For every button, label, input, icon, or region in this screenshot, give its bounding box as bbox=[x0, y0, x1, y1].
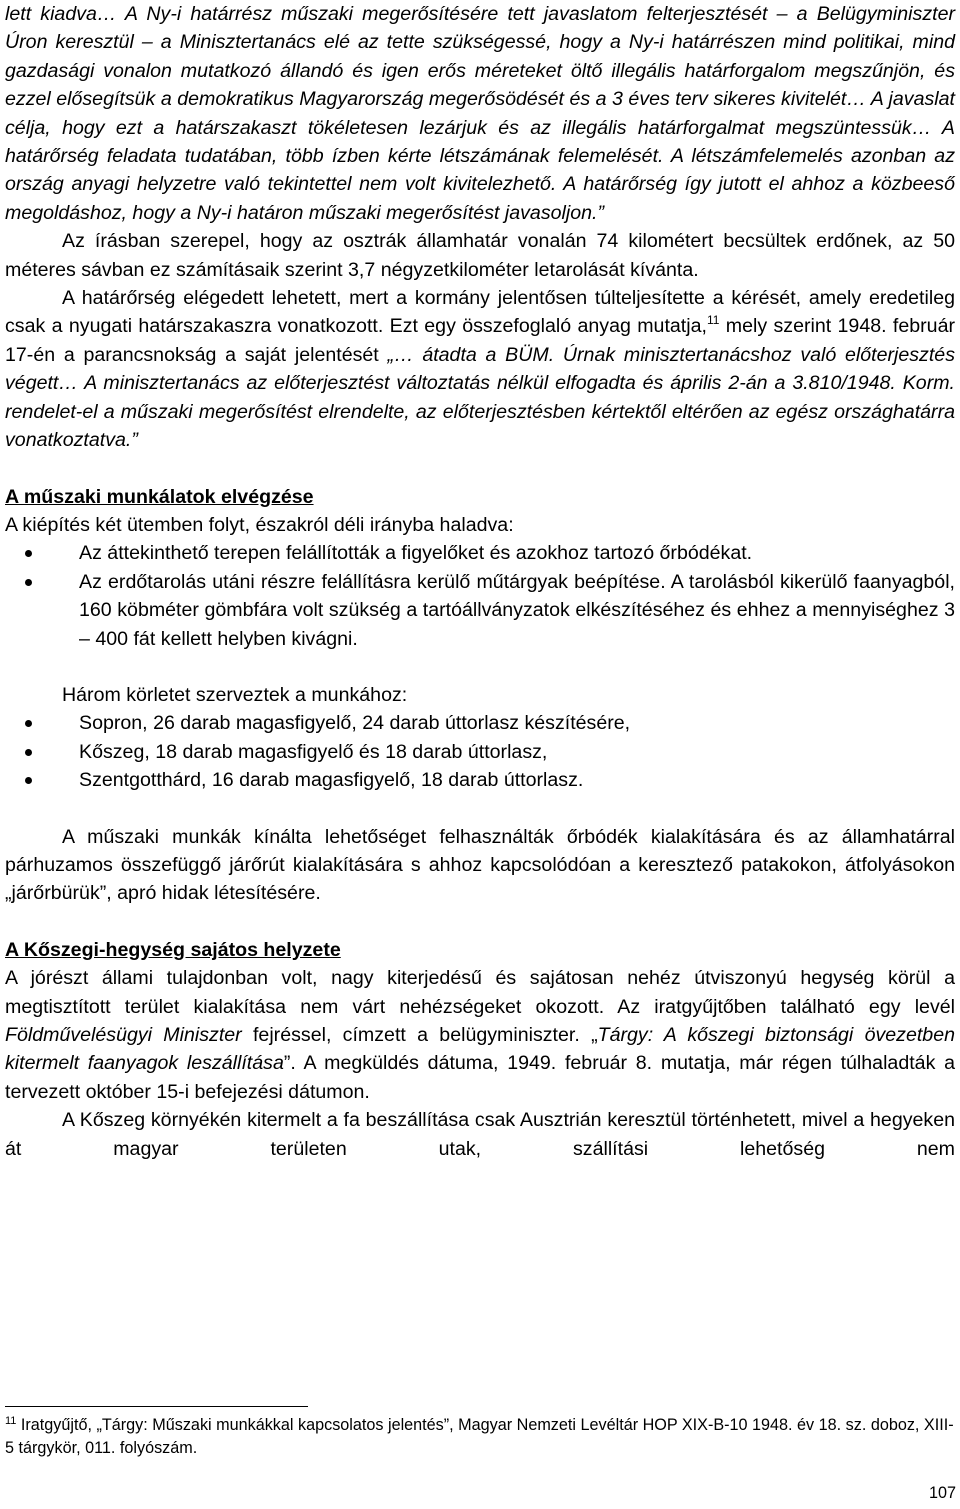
section-heading-koszeg: A Kőszegi-hegység sajátos helyzete bbox=[5, 938, 341, 961]
koszeg-paragraph-1 bbox=[5, 964, 955, 1106]
satisfied-paragraph bbox=[5, 284, 955, 454]
koszeg-text-a: A jórészt állami tulajdonban volt, nagy kiterjedésű és sajátosan nehéz útviszonyú hegység körül a megtisztított terület kialakítása nem várt nehézségeket okozott. Az iratgyűjtőben található egy levél bbox=[5, 967, 955, 1018]
satisfied-quote: „… átadta a BÜM. Úrnak minisztertanácshoz való előterjesztés végett… A minisztertanács az előterjesztést változtatás nélkül elfogadta és április 2-án a 3.810/1948. Korm. rendelet-el a műszaki megerősítést elrendelte, az előterjesztésben kértektől eltérően az egész országhatárra vonatkoztatva.” bbox=[5, 343, 955, 452]
satisfied-text-2: mely szerint 1948. február 17-én a parancsnokság a saját jelentését bbox=[5, 315, 955, 366]
districts-intro: Három körletet szerveztek a munkához: bbox=[62, 683, 408, 706]
list-item-text: Az áttekinthető terepen felállították a figyelőket és azokhoz tartozó őrbódékat. bbox=[79, 542, 753, 565]
section-heading-technical: A műszaki munkálatok elvégzése bbox=[5, 485, 314, 508]
technical-intro: A kiépítés két ütemben folyt, északról déli irányba haladva: bbox=[5, 513, 514, 536]
footnote-number: 11 bbox=[5, 1415, 17, 1427]
document-page bbox=[5, 0, 955, 1163]
bullet-icon bbox=[25, 749, 32, 756]
list-item bbox=[5, 539, 955, 567]
intro-quote-paragraph: lett kiadva… A Ny-i határrész műszaki megerősítésére tett javaslatom felterjesztését – a Belügyminiszter Úron keresztül – a Minisztertanács elé az tette szükségessé, hogy a Ny-i határrészen mind politikai, mind gazdasági vonalon mutatkozó állandó és igen erős méreteket öltő illegális határforgalom megszűnjön, és ezzel elősegítsük a demokratikus Magyarország megerősödését és a 3 éves terv sikeres kivitelét… A javaslat célja, hogy ezt a határszakaszt tökéletesen lezárjuk és az illegális határforgalmat megszüntessük… A határőrség feladata tudatában, több ízben kérte létszámának felemelését. A létszámfelemelés azonban az ország anyagi helyzetre való tekintettel nem volt kivitelezhető. A határőrség így jutott el ahhoz a közbeeső megoldáshoz, hogy a Ny-i határon műszaki megerősítést javasoljon.” bbox=[5, 3, 955, 224]
footnote-divider bbox=[5, 1406, 308, 1407]
forest-paragraph: Az írásban szerepel, hogy az osztrák államhatár vonalán 74 kilométert becsültek erdőnek, az 50 méteres sávban ez számításaik szerint 3,7 négyzetkilométer letarolását kívánta. bbox=[5, 230, 955, 281]
bullet-icon bbox=[25, 550, 32, 557]
bullet-icon bbox=[25, 777, 32, 784]
koszeg-text-e: ”. A megküldés dátuma, 1949. február 8. mutatja, már régen túlhaladták a tervezett október 15-i befejezési dátumon. bbox=[5, 1052, 955, 1103]
koszeg-text-d: Tárgy: A kőszegi biztonsági övezetben kitermelt faanyagok leszállítása bbox=[5, 1024, 955, 1075]
list-item-text: Kőszeg, 18 darab magasfigyelő és 18 darab úttorlasz, bbox=[79, 740, 548, 763]
list-item bbox=[5, 766, 955, 794]
koszeg-text-b: Földművelésügyi Miniszter bbox=[5, 1024, 242, 1046]
bullet-icon bbox=[25, 579, 32, 586]
list-item bbox=[5, 709, 955, 737]
koszeg-text-c: fejréssel, címzett a belügyminiszter. „ bbox=[241, 1024, 598, 1046]
districts-bullet-list bbox=[5, 709, 955, 794]
list-item-text: Szentgotthárd, 16 darab magasfigyelő, 18 darab úttorlasz. bbox=[79, 769, 584, 792]
spacer bbox=[5, 653, 955, 681]
bullet-icon bbox=[25, 720, 32, 727]
spacer bbox=[5, 455, 955, 483]
page-number: 107 bbox=[928, 1484, 956, 1502]
footnote-reference: 11 bbox=[706, 313, 720, 328]
spacer bbox=[5, 908, 955, 936]
technical-closing-paragraph: A műszaki munkák kínálta lehetőséget felhasználták őrbódék kialakítására és az államhatárral párhuzamos összefüggő járőrút kialakítására s ahhoz kapcsolódóan a keresztező patakokon, átfolyásokon „járőrbürük”, apró hidak létesítésére. bbox=[5, 825, 955, 905]
satisfied-text-1: A határőrség elégedett lehetett, mert a kormány jelentősen túlteljesítette a kérését, amely eredetileg csak a nyugati határszakaszra vonatkozott. Ezt egy összefoglaló anyag mutatja, bbox=[5, 287, 955, 338]
list-item bbox=[5, 738, 955, 766]
list-item-text: Sopron, 26 darab magasfigyelő, 24 darab úttorlasz készítésére, bbox=[79, 712, 631, 735]
technical-bullet-list bbox=[5, 539, 955, 653]
footnote bbox=[5, 1414, 955, 1460]
list-item-text: Az erdőtarolás utáni részre felállításra kerülő műtárgyak beépítése. A tarolásból kikerülő faanyagból, 160 köbméter gömbfára volt szükség a tartóállványzatok elkészítéséhez és ehhez a mennyiséghez 3 – 400 fát kellett helyben kivágni. bbox=[79, 570, 955, 650]
footnote-text: Iratgyűjtő, „Tárgy: Műszaki munkákkal kapcsolatos jelentés”, Magyar Nemzeti Levéltár HOP XIX-B-10 1948. év 18. sz. doboz, XIII-5 tárgykör, 011. folyószám. bbox=[5, 1416, 954, 1457]
spacer bbox=[5, 795, 955, 823]
list-item bbox=[5, 568, 955, 653]
koszeg-paragraph-2: A Kőszeg környékén kitermelt a fa beszállítása csak Ausztrián keresztül történhetett, mivel a hegyeken át magyar területen utak, szállítási lehetőség nem bbox=[5, 1109, 955, 1160]
